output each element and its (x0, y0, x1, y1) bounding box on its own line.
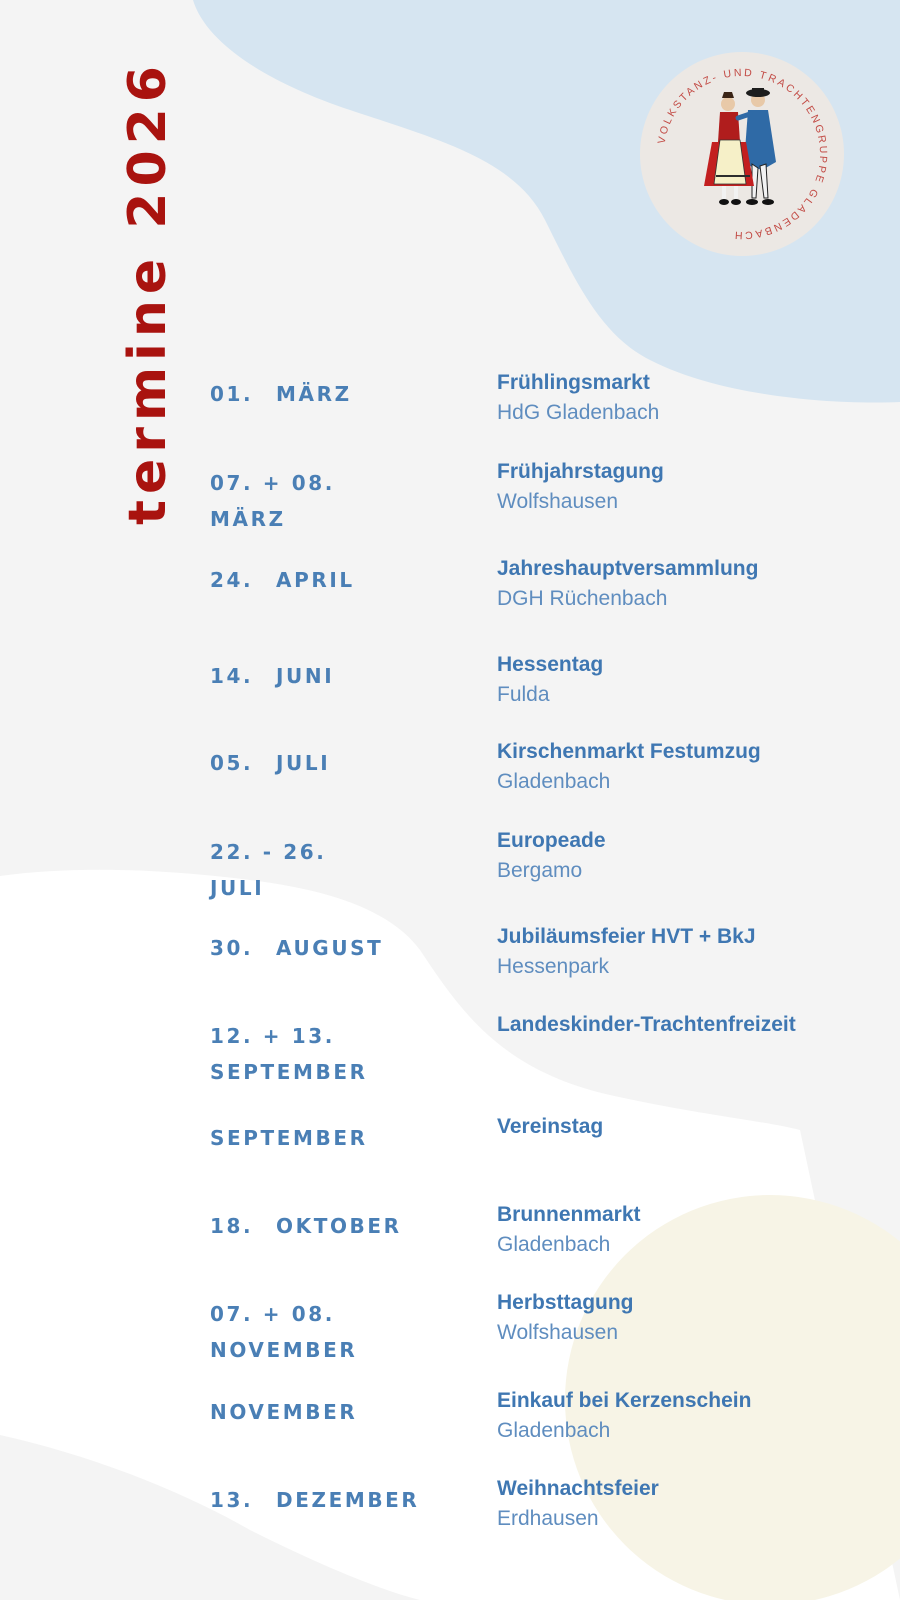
logo-ring-text: VOLKSTANZ- UND TRACHTENGRUPPE GLADENBACH (655, 66, 830, 242)
event-location: Fulda (497, 683, 550, 706)
event-info (497, 922, 897, 982)
event-day: 14. (210, 664, 254, 688)
event-month: JUNI (276, 664, 335, 688)
event-name: Hessentag (497, 653, 604, 676)
event-location: DGH Rüchenbach (497, 587, 668, 610)
event-date (210, 1394, 460, 1430)
event-info (497, 1288, 897, 1348)
event-date (210, 1018, 460, 1090)
event-name: Frühlingsmarkt (497, 371, 650, 394)
event-month: MÄRZ (276, 382, 352, 406)
event-date (210, 1208, 460, 1244)
event-name: Weihnachtsfeier (497, 1477, 659, 1500)
event-name: Herbsttagung (497, 1291, 634, 1314)
event-month: MÄRZ (210, 507, 286, 531)
event-name: Jahreshauptversammlung (497, 557, 759, 580)
event-month: NOVEMBER (210, 1400, 358, 1424)
event-date (210, 1120, 460, 1156)
event-location: Wolfshausen (497, 1321, 619, 1344)
event-name: Landeskinder-Trachtenfreizeit (497, 1013, 796, 1036)
event-info (497, 368, 897, 428)
event-month: NOVEMBER (210, 1338, 358, 1362)
event-month: APRIL (276, 568, 355, 592)
event-month: SEPTEMBER (210, 1060, 368, 1084)
event-location: Erdhausen (497, 1507, 599, 1530)
event-location: Hessenpark (497, 955, 610, 978)
event-name: Brunnenmarkt (497, 1203, 641, 1226)
event-name: Kirschenmarkt Festumzug (497, 740, 761, 763)
event-month: JULI (276, 751, 331, 775)
event-date (210, 1296, 460, 1368)
event-day: 13. (210, 1488, 254, 1512)
event-date (210, 834, 460, 906)
event-date (210, 658, 460, 694)
event-date (210, 562, 460, 598)
event-day: 12. + 13. (210, 1024, 335, 1048)
event-date (210, 376, 460, 412)
event-info (497, 1010, 897, 1040)
event-name: Jubiläumsfeier HVT + BkJ (497, 925, 756, 948)
event-day: 30. (210, 936, 254, 960)
event-info (497, 457, 897, 517)
event-month: JULI (210, 876, 265, 900)
event-name: Europeade (497, 829, 606, 852)
event-month: AUGUST (276, 936, 384, 960)
event-info (497, 1386, 897, 1446)
event-info (497, 1200, 897, 1260)
event-name: Einkauf bei Kerzenschein (497, 1389, 752, 1412)
event-name: Frühjahrstagung (497, 460, 664, 483)
event-day: 05. (210, 751, 254, 775)
event-name: Vereinstag (497, 1115, 604, 1138)
event-info (497, 826, 897, 886)
event-location: Gladenbach (497, 770, 611, 793)
event-date (210, 1482, 460, 1518)
event-day: 22. - 26. (210, 840, 327, 864)
event-info (497, 1474, 897, 1534)
event-day: 01. (210, 382, 254, 406)
event-info (497, 737, 897, 797)
event-month: OKTOBER (276, 1214, 402, 1238)
event-info (497, 554, 897, 614)
page-title: termine 2026 (118, 60, 178, 525)
event-date (210, 465, 460, 537)
event-location: Gladenbach (497, 1419, 611, 1442)
event-location: Bergamo (497, 859, 583, 882)
event-month: DEZEMBER (276, 1488, 420, 1512)
event-info (497, 1112, 897, 1142)
event-day: 24. (210, 568, 254, 592)
event-day: 07. + 08. (210, 1302, 335, 1326)
event-location: Wolfshausen (497, 490, 619, 513)
event-date (210, 930, 460, 966)
event-date (210, 745, 460, 781)
event-location: HdG Gladenbach (497, 401, 660, 424)
event-location: Gladenbach (497, 1233, 611, 1256)
event-day: 07. + 08. (210, 471, 335, 495)
event-month: SEPTEMBER (210, 1126, 368, 1150)
event-info (497, 650, 897, 710)
event-day: 18. (210, 1214, 254, 1238)
